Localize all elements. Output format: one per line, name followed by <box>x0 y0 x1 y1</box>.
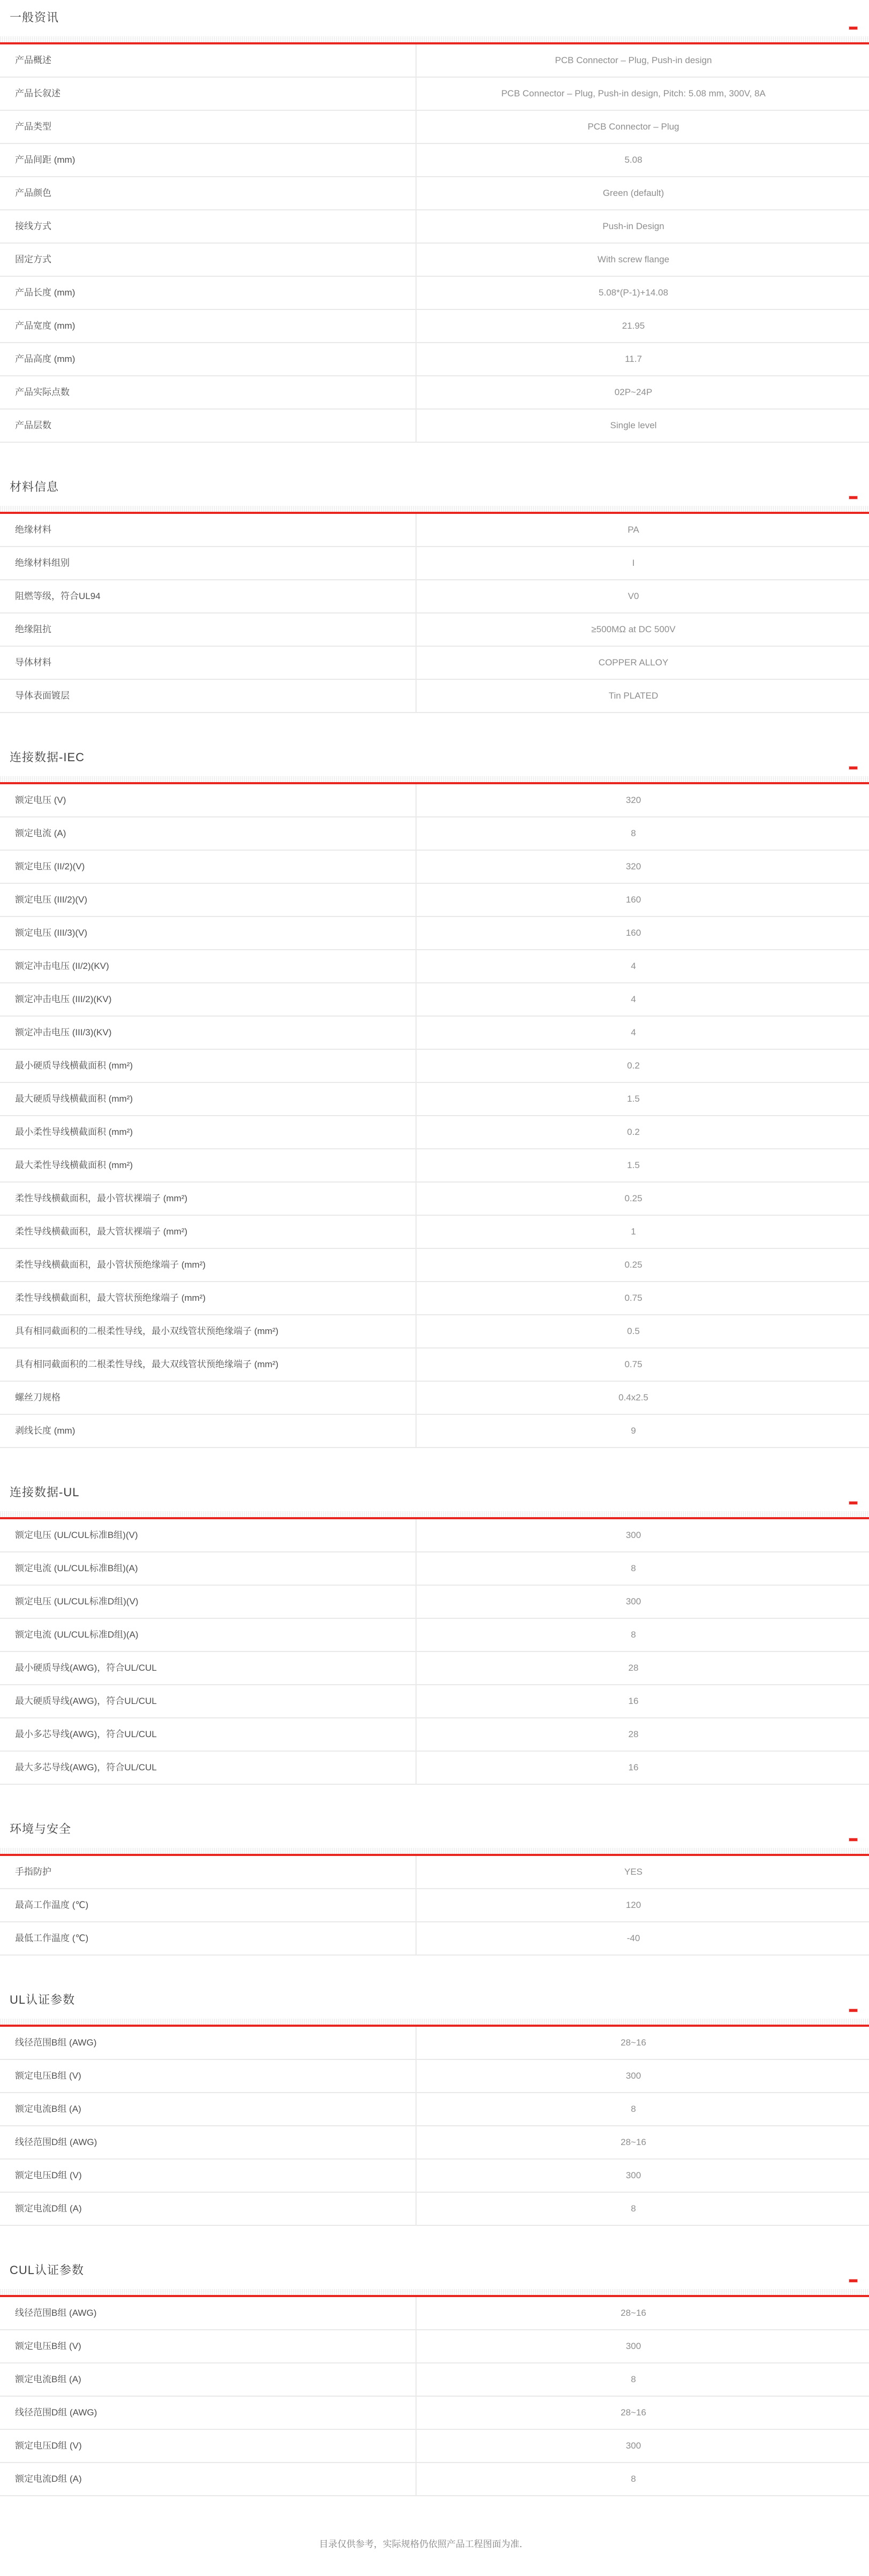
spec-table <box>0 2027 869 2226</box>
spec-value: PCB Connector – Plug, Push-in design, Pitch: 5.08 mm, 300V, 8A <box>501 88 766 99</box>
spec-value: 300 <box>625 2170 641 2180</box>
spec-label: 柔性导线横截面积，最小管状预绝缘端子 (mm²) <box>0 1249 417 1281</box>
spec-label: 柔性导线横截面积，最大管状预绝缘端子 (mm²) <box>0 1282 417 1314</box>
spec-row <box>0 1889 869 1922</box>
spec-label: 额定电流D组 (A) <box>0 2463 417 2495</box>
spec-value: V0 <box>628 591 639 601</box>
spec-row <box>0 2027 869 2060</box>
spec-row <box>0 310 869 343</box>
section-header <box>0 1956 869 2007</box>
spec-value: 0.25 <box>624 1193 643 1203</box>
spec-value: 1.5 <box>627 1160 640 1170</box>
hatch-band <box>0 506 869 512</box>
hatch-band <box>0 1511 869 1517</box>
spec-value: 160 <box>625 895 641 905</box>
spec-table <box>0 1519 869 1785</box>
spec-table <box>0 2297 869 2496</box>
collapse-section-button[interactable] <box>849 496 858 499</box>
spec-label: 额定电压 (III/3)(V) <box>0 917 417 949</box>
spec-row <box>0 1183 869 1216</box>
spec-value: 11.7 <box>625 354 642 364</box>
section-header <box>0 2226 869 2277</box>
spec-section <box>0 2226 869 2496</box>
spec-label: 产品层数 <box>0 410 417 442</box>
spec-table <box>0 784 869 1448</box>
spec-row <box>0 277 869 310</box>
spec-row <box>0 1586 869 1619</box>
spec-row <box>0 547 869 580</box>
spec-row <box>0 2463 869 2496</box>
spec-value: 1 <box>631 1226 636 1237</box>
spec-value: 8 <box>631 2104 636 2114</box>
spec-value: 0.75 <box>624 1359 643 1369</box>
spec-label: 绝缘材料组别 <box>0 547 417 579</box>
spec-table <box>0 514 869 713</box>
spec-label: 额定电压B组 (V) <box>0 2330 417 2362</box>
spec-value: COPPER ALLOY <box>598 657 669 668</box>
spec-label: 产品概述 <box>0 44 417 77</box>
spec-value: I <box>632 558 635 568</box>
section-title: 连接数据-IEC <box>10 751 85 764</box>
section-title: 一般资讯 <box>10 11 59 24</box>
spec-label: 最大硬质导线横截面积 (mm²) <box>0 1083 417 1115</box>
section-title: 材料信息 <box>10 480 59 494</box>
spec-value: 160 <box>625 928 641 938</box>
spec-value: 300 <box>625 1530 641 1540</box>
spec-label: 额定电压 (UL/CUL标准B组)(V) <box>0 1519 417 1551</box>
spec-row <box>0 44 869 78</box>
spec-row <box>0 1282 869 1315</box>
spec-value: ≥500MΩ at DC 500V <box>591 624 676 634</box>
spec-row <box>0 1415 869 1448</box>
spec-value: 16 <box>628 1762 639 1772</box>
spec-value: 0.25 <box>624 1260 643 1270</box>
spec-row <box>0 514 869 547</box>
spec-value: 28~16 <box>621 2137 646 2147</box>
minus-icon <box>849 767 857 769</box>
spec-value: 0.4x2.5 <box>618 1392 648 1403</box>
minus-icon <box>849 2009 857 2012</box>
spec-row <box>0 111 869 144</box>
spec-label: 产品宽度 (mm) <box>0 310 417 342</box>
spec-label: 产品实际点数 <box>0 376 417 408</box>
spec-row <box>0 1348 869 1382</box>
section-header <box>0 1448 869 1499</box>
spec-value: Green (default) <box>602 188 664 198</box>
spec-value: 8 <box>631 828 636 838</box>
spec-value: -40 <box>626 1933 640 1943</box>
spec-label: 具有相同截面积的二根柔性导线，最大双线管状预绝缘端子 (mm²) <box>0 1348 417 1381</box>
spec-label: 剥线长度 (mm) <box>0 1415 417 1447</box>
spec-label: 产品长叙述 <box>0 78 417 110</box>
spec-label: 最小柔性导线横截面积 (mm²) <box>0 1116 417 1148</box>
hatch-band <box>0 2019 869 2025</box>
spec-value: PCB Connector – Plug, Push-in design <box>555 55 712 65</box>
spec-row <box>0 1619 869 1652</box>
spec-row <box>0 1519 869 1552</box>
spec-value: 120 <box>625 1900 641 1910</box>
collapse-section-button[interactable] <box>849 766 858 770</box>
spec-row <box>0 2060 869 2093</box>
hatch-band <box>0 2289 869 2295</box>
spec-label: 额定电流 (UL/CUL标准B组)(A) <box>0 1552 417 1585</box>
minus-icon <box>849 2279 857 2282</box>
spec-value: 0.5 <box>627 1326 640 1336</box>
spec-row <box>0 1856 869 1889</box>
spec-value: Tin PLATED <box>608 691 659 701</box>
spec-row <box>0 1149 869 1183</box>
collapse-section-button[interactable] <box>849 1838 858 1842</box>
spec-label: 线径范围B组 (AWG) <box>0 2027 417 2059</box>
spec-row <box>0 784 869 817</box>
spec-label: 具有相同截面积的二根柔性导线，最小双线管状预绝缘端子 (mm²) <box>0 1315 417 1347</box>
spec-label: 额定电压 (UL/CUL标准D组)(V) <box>0 1586 417 1618</box>
spec-value: 02P~24P <box>614 387 653 397</box>
minus-icon <box>849 1502 857 1504</box>
spec-value: 4 <box>631 961 636 971</box>
spec-row <box>0 1752 869 1785</box>
collapse-section-button[interactable] <box>849 2009 858 2012</box>
spec-row <box>0 2126 869 2160</box>
section-title: CUL认证参数 <box>10 2263 85 2277</box>
spec-row <box>0 244 869 277</box>
spec-label: 最小多芯导线(AWG)，符合UL/CUL <box>0 1718 417 1751</box>
spec-value: PCB Connector – Plug <box>587 122 679 132</box>
spec-value: 300 <box>625 2441 641 2451</box>
spec-label: 接线方式 <box>0 210 417 243</box>
spec-label: 线径范围D组 (AWG) <box>0 2397 417 2429</box>
spec-label: 线径范围D组 (AWG) <box>0 2126 417 2158</box>
minus-icon <box>849 1838 857 1841</box>
section-header <box>0 443 869 494</box>
spec-value: 4 <box>631 994 636 1004</box>
spec-label: 额定电流 (UL/CUL标准D组)(A) <box>0 1619 417 1651</box>
section-title: 环境与安全 <box>10 1822 72 1836</box>
collapse-section-button[interactable] <box>849 1501 858 1505</box>
spec-value: 5.08 <box>624 155 643 165</box>
spec-row <box>0 613 869 647</box>
spec-row <box>0 817 869 851</box>
spec-label: 最低工作温度 (℃) <box>0 1922 417 1954</box>
spec-label: 最大硬质导线(AWG)，符合UL/CUL <box>0 1685 417 1717</box>
spec-value: 1.5 <box>627 1094 640 1104</box>
spec-label: 产品间距 (mm) <box>0 144 417 176</box>
spec-table <box>0 44 869 443</box>
spec-value: 0.75 <box>624 1293 643 1303</box>
spec-row <box>0 2430 869 2463</box>
spec-value: YES <box>624 1867 643 1877</box>
spec-row <box>0 917 869 950</box>
spec-label: 额定电压 (II/2)(V) <box>0 851 417 883</box>
spec-label: 产品颜色 <box>0 177 417 209</box>
spec-label: 额定电压 (III/2)(V) <box>0 884 417 916</box>
spec-label: 产品长度 (mm) <box>0 277 417 309</box>
spec-value: 21.95 <box>622 321 645 331</box>
spec-label: 柔性导线横截面积，最大管状裸端子 (mm²) <box>0 1216 417 1248</box>
section-header <box>0 0 869 25</box>
spec-row <box>0 210 869 244</box>
spec-section <box>0 1448 869 1785</box>
spec-section <box>0 443 869 713</box>
spec-value: 8 <box>631 2203 636 2214</box>
spec-row <box>0 1116 869 1149</box>
spec-value: 8 <box>631 2474 636 2484</box>
collapse-section-button[interactable] <box>849 2279 858 2283</box>
spec-row <box>0 1050 869 1083</box>
spec-label: 导体表面镀层 <box>0 680 417 712</box>
hatch-band <box>0 36 869 42</box>
spec-value: 28~16 <box>621 2407 646 2418</box>
spec-label: 最小硬质导线(AWG)，符合UL/CUL <box>0 1652 417 1684</box>
footer-note: 目录仅供参考，实际规格仍依照产品工程图面为准． <box>319 2539 528 2549</box>
spec-row <box>0 1017 869 1050</box>
spec-value: 16 <box>628 1696 639 1706</box>
section-header <box>0 713 869 764</box>
spec-label: 额定电压D组 (V) <box>0 2430 417 2462</box>
spec-label: 额定电流 (A) <box>0 817 417 850</box>
spec-row <box>0 376 869 410</box>
spec-section <box>0 0 869 443</box>
spec-row <box>0 1922 869 1956</box>
spec-value: With screw flange <box>597 254 670 264</box>
spec-row <box>0 144 869 177</box>
spec-value: Single level <box>610 420 657 430</box>
spec-value: 0.2 <box>627 1127 640 1137</box>
spec-value: 300 <box>625 2071 641 2081</box>
minus-icon <box>849 27 857 29</box>
spec-value: 0.2 <box>627 1060 640 1071</box>
spec-label: 额定电流D组 (A) <box>0 2193 417 2225</box>
spec-row <box>0 950 869 983</box>
hatch-band <box>0 1848 869 1854</box>
spec-row <box>0 1652 869 1685</box>
spec-row <box>0 2093 869 2126</box>
spec-section <box>0 713 869 1448</box>
spec-row <box>0 1083 869 1116</box>
section-title: UL认证参数 <box>10 1993 75 2006</box>
spec-label: 额定电压D组 (V) <box>0 2160 417 2192</box>
spec-label: 额定电流B组 (A) <box>0 2363 417 2396</box>
section-header <box>0 1785 869 1836</box>
spec-value: PA <box>628 525 639 535</box>
spec-label: 额定电压B组 (V) <box>0 2060 417 2092</box>
spec-label: 额定冲击电压 (III/3)(KV) <box>0 1017 417 1049</box>
spec-label: 最大柔性导线横截面积 (mm²) <box>0 1149 417 1181</box>
spec-label: 线径范围B组 (AWG) <box>0 2297 417 2329</box>
spec-label: 绝缘材料 <box>0 514 417 546</box>
spec-row <box>0 78 869 111</box>
spec-label: 额定冲击电压 (II/2)(KV) <box>0 950 417 982</box>
spec-row <box>0 2363 869 2397</box>
spec-row <box>0 1552 869 1586</box>
spec-row <box>0 1216 869 1249</box>
spec-table <box>0 1856 869 1956</box>
spec-row <box>0 647 869 680</box>
spec-value: 4 <box>631 1027 636 1037</box>
spec-value: 28~16 <box>621 2308 646 2318</box>
spec-value: 300 <box>625 1596 641 1607</box>
spec-row <box>0 983 869 1017</box>
spec-label: 产品高度 (mm) <box>0 343 417 375</box>
spec-value: 9 <box>631 1426 636 1436</box>
collapse-section-button[interactable] <box>849 26 858 30</box>
minus-icon <box>849 496 857 499</box>
spec-label: 产品类型 <box>0 111 417 143</box>
spec-row <box>0 1382 869 1415</box>
spec-value: 28~16 <box>621 2037 646 2048</box>
spec-value: 28 <box>628 1729 639 1739</box>
spec-row <box>0 1685 869 1718</box>
spec-label: 最大多芯导线(AWG)，符合UL/CUL <box>0 1752 417 1784</box>
spec-value: 28 <box>628 1663 639 1673</box>
spec-row <box>0 343 869 376</box>
section-title: 连接数据-UL <box>10 1486 80 1499</box>
spec-section <box>0 1785 869 1956</box>
spec-label: 阻燃等级，符合UL94 <box>0 580 417 612</box>
spec-section <box>0 1956 869 2226</box>
spec-value: 8 <box>631 1630 636 1640</box>
spec-row <box>0 2193 869 2226</box>
spec-row <box>0 2160 869 2193</box>
spec-label: 导体材料 <box>0 647 417 679</box>
spec-row <box>0 2330 869 2363</box>
spec-label: 手指防护 <box>0 1856 417 1888</box>
spec-label: 额定冲击电压 (III/2)(KV) <box>0 983 417 1016</box>
spec-value: 8 <box>631 2374 636 2384</box>
spec-value: 320 <box>625 861 641 872</box>
spec-label: 绝缘阻抗 <box>0 613 417 646</box>
spec-row <box>0 851 869 884</box>
spec-label: 柔性导线横截面积，最小管状裸端子 (mm²) <box>0 1183 417 1215</box>
spec-value: 300 <box>625 2341 641 2351</box>
spec-row <box>0 1315 869 1348</box>
spec-label: 额定电压 (V) <box>0 784 417 816</box>
hatch-band <box>0 776 869 782</box>
spec-row <box>0 884 869 917</box>
spec-value: 5.08*(P-1)+14.08 <box>599 287 668 298</box>
spec-label: 最高工作温度 (℃) <box>0 1889 417 1921</box>
spec-row <box>0 2397 869 2430</box>
spec-row <box>0 1718 869 1752</box>
spec-value: 320 <box>625 795 641 805</box>
spec-label: 固定方式 <box>0 244 417 276</box>
spec-label: 螺丝刀规格 <box>0 1382 417 1414</box>
spec-row <box>0 2297 869 2330</box>
spec-row <box>0 680 869 713</box>
spec-label: 最小硬质导线横截面积 (mm²) <box>0 1050 417 1082</box>
spec-label: 额定电流B组 (A) <box>0 2093 417 2125</box>
spec-row <box>0 1249 869 1282</box>
spec-value: Push-in Design <box>602 221 664 231</box>
spec-row <box>0 410 869 443</box>
spec-row <box>0 580 869 613</box>
spec-value: 8 <box>631 1563 636 1573</box>
spec-row <box>0 177 869 210</box>
